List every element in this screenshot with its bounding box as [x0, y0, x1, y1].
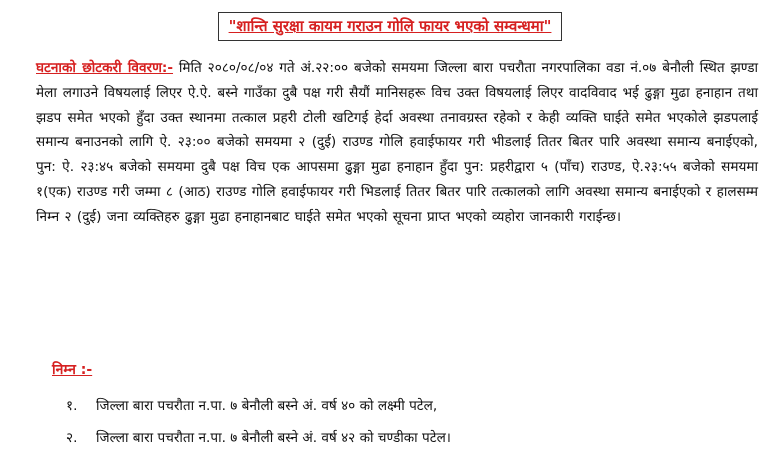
incident-text: मिति २०८०/०८/०४ गते अं.२२:०० बजेको समयमा जिल्ला बारा पचरौता नगरपालिका वडा नं.०७ बेनौली स्थित झण्डा मेला लगाउने विषयलाई लिएर ऐ.ऐ. बस्ने गाउँका दुबै पक्ष गरी सैयौं मानिसहरू विच उक्त विषयलाई लिएर वादविवाद भई ढुङ्गा मुढा हनाहान तथा झडप समेत भएको हुँदा उक्त स्थानमा तत्काल प्रहरी टोली खटिगई हेर्दा अवस्था तनावग्रस्त रहेको र केही व्यक्ति घाईते समेत भएकोले झडपलाई समान्य बनाउनको लागि ऐ. २३:०० बजेको समयमा २ (दुई) राउण्ड गोलि हवाईफायर गरी भीडलाई तितर बितर पारि अवस्था समान्य बनाईएको, पुन: ऐ. २३:४५ बजेको समयमा दुबै पक्ष विच एक आपसमा ढुङ्गा मुढा हनाहान हुँदा पुन: प्रहरीद्वारा ५ (पाँच) राउण्ड, ऐ.२३:५५ बजेको समयमा १(एक) राउण्ड गरी जम्मा ८ (आठ) राउण्ड गोलि हवाईफायर गरी भिडलाई तितर बितर पारि तत्कालको लागि अवस्था समान्य बनाईएको र हालसम्म निम्न २ (दुई) जना व्यक्तिहरु ढुङ्गा मुढा हनाहानबाट घाईते समेत भएको सूचना प्राप्त भएको व्यहोरा जानकारी गराईन्छ।: [36, 60, 758, 225]
list-item-text: जिल्ला बारा पचरौता न.पा. ७ बेनौली बस्ने अं. वर्ष ४२ को चण्डीका पटेल।: [96, 430, 451, 446]
list-item-number: १.: [66, 398, 78, 414]
incident-label: घटनाको छोटकरी विवरण:-: [36, 60, 174, 76]
list-item: [66, 392, 451, 424]
list-heading: निम्न :-: [52, 362, 93, 378]
injured-list: [66, 392, 451, 456]
list-item-text: जिल्ला बारा पचरौता न.पा. ७ बेनौली बस्ने अं. वर्ष ४० को लक्ष्मी पटेल,: [96, 398, 438, 414]
list-item: [66, 424, 451, 456]
list-item-number: २.: [66, 430, 78, 446]
title-container: [0, 12, 780, 41]
document-title: "शान्ति सुरक्षा कायम गराउन गोलि फायर भएको सम्वन्धमा": [218, 12, 563, 41]
incident-paragraph: [36, 56, 758, 230]
